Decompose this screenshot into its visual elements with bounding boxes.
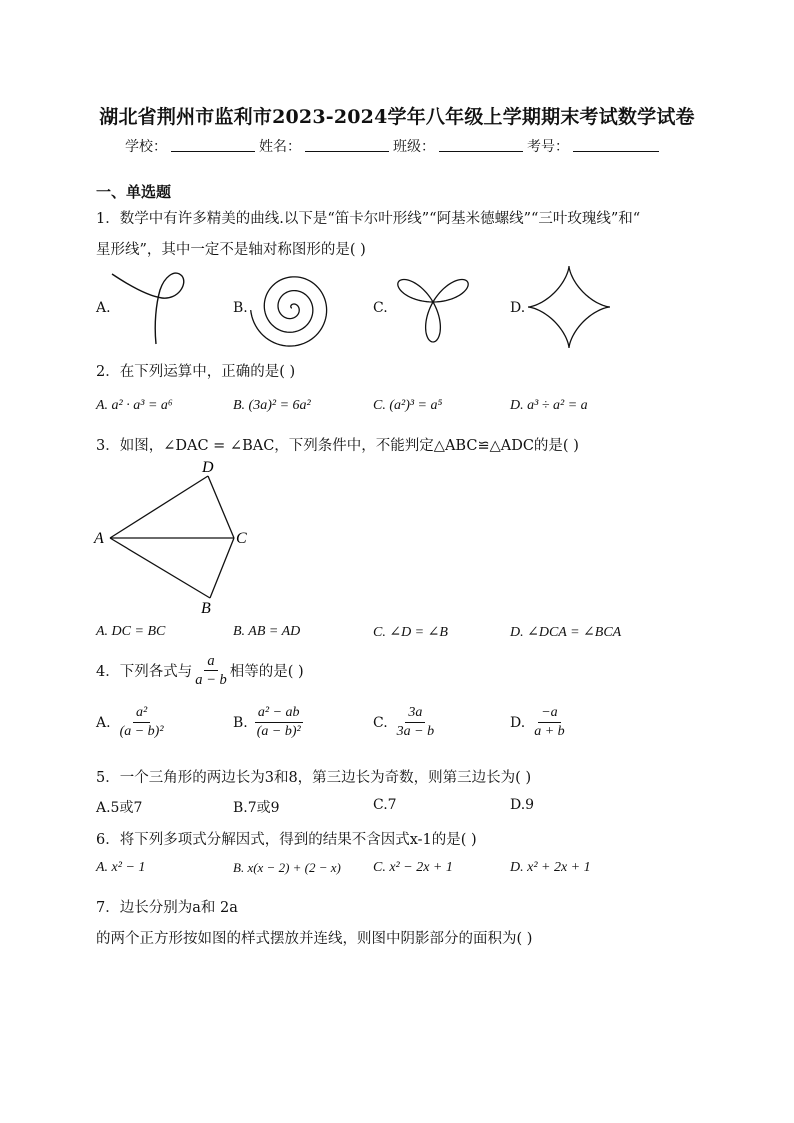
q4-option-b-denominator: (a − b)² <box>256 724 301 739</box>
q4-option-a[interactable] <box>96 704 167 741</box>
q4-option-c-fraction <box>394 704 437 741</box>
q3-triangle-figure <box>94 458 264 618</box>
q3-option-b[interactable]: B. AB = AD <box>233 624 301 639</box>
spiral-curve-figure <box>248 266 338 350</box>
q4-option-d-denominator: a + b <box>534 724 565 739</box>
q4-option-a-numerator: a² <box>133 704 150 723</box>
vertex-d-label: D <box>202 459 214 476</box>
q7-stem-line2: 的两个正方形按如图的样式摆放并连线，则图中阴影部分的面积为( ) <box>96 931 533 947</box>
section-heading: 一、单选题 <box>96 183 172 201</box>
q1-stem-line1: 1．数学中有许多精美的曲线.以下是“笛卡尔叶形线”“阿基米德螺线”“三叶玫瑰线”和“ <box>96 211 641 227</box>
q4-option-a-denominator: (a − b)² <box>119 724 164 739</box>
class-blank[interactable] <box>439 136 523 152</box>
rose-curve-figure <box>388 264 478 348</box>
q1-option-b[interactable]: B. <box>233 300 248 316</box>
q4-option-b[interactable] <box>233 704 304 741</box>
q5-option-c[interactable]: C.7 <box>373 797 397 813</box>
q4-option-b-numerator: a² − ab <box>255 704 303 723</box>
q2-option-b[interactable]: B. (3a)² = 6a² <box>233 398 311 413</box>
folium-curve-figure <box>108 268 194 348</box>
q6-option-b[interactable]: B. x(x − 2) + (2 − x) <box>233 860 341 875</box>
q4-option-d-numerator: −a <box>538 704 560 723</box>
q4-option-d[interactable] <box>510 704 568 741</box>
number-label: 考号： <box>527 139 569 155</box>
q5-option-d[interactable]: D.9 <box>510 797 535 813</box>
q4-option-a-label: A. <box>96 714 111 731</box>
q4-option-c-label: C. <box>373 714 388 731</box>
vertex-b-label: B <box>201 600 211 617</box>
q4-stem <box>96 652 304 689</box>
q1-option-d[interactable]: D. <box>510 300 526 316</box>
q4-stem-suffix: 相等的是( ) <box>229 664 304 680</box>
q4-option-d-label: D. <box>510 714 526 731</box>
q5-stem: 5．一个三角形的两边长为3和8，第三边长为奇数，则第三边长为( ) <box>96 770 532 786</box>
q2-option-a[interactable]: A. a² · a³ = a⁶ <box>96 398 173 413</box>
page-title: 湖北省荆州市监利市2023-2024学年八年级上学期期末考试数学试卷 <box>99 106 695 128</box>
astroid-curve-figure <box>526 264 612 350</box>
school-label: 学校： <box>125 139 167 155</box>
vertex-a-label: A <box>94 530 104 547</box>
q4-stem-numerator: a <box>204 652 217 671</box>
q1-stem-line2: 星形线”，其中一定不是轴对称图形的是( ) <box>96 242 366 258</box>
q3-option-a[interactable]: A. DC = BC <box>96 624 166 639</box>
number-blank[interactable] <box>573 136 659 152</box>
q6-stem: 6．将下列多项式分解因式，得到的结果不含因式x-1的是( ) <box>96 832 477 848</box>
name-blank[interactable] <box>305 136 389 152</box>
q1-option-c[interactable]: C. <box>373 300 388 316</box>
q3-stem: 3．如图，∠DAC = ∠BAC，下列条件中，不能判定△ABC≌△ADC的是( ) <box>96 438 579 454</box>
q2-option-c[interactable]: C. (a²)³ = a⁵ <box>373 398 443 413</box>
q4-option-b-label: B. <box>233 714 248 731</box>
q4-option-c-numerator: 3a <box>405 704 425 723</box>
q6-option-c[interactable]: C. x² − 2x + 1 <box>373 860 453 875</box>
q5-option-b[interactable]: B.7或9 <box>233 800 280 816</box>
q4-stem-denominator: a − b <box>195 672 227 688</box>
q2-option-d[interactable]: D. a³ ÷ a² = a <box>510 398 588 413</box>
q4-option-d-fraction <box>531 704 567 741</box>
q4-option-c[interactable] <box>373 704 437 741</box>
q4-option-b-fraction <box>254 704 304 741</box>
q4-stem-fraction <box>192 652 230 689</box>
class-label: 班级： <box>393 139 435 155</box>
vertex-c-label: C <box>236 530 247 547</box>
q6-option-a[interactable]: A. x² − 1 <box>96 860 146 875</box>
student-info-row <box>125 136 663 156</box>
school-blank[interactable] <box>171 136 255 152</box>
name-label: 姓名： <box>259 139 301 155</box>
q4-option-a-fraction <box>117 704 167 741</box>
q7-stem-line1: 7．边长分别为a和 2a <box>96 900 238 916</box>
q4-stem-prefix: 4．下列各式与 <box>96 664 193 680</box>
q2-stem: 2．在下列运算中，正确的是( ) <box>96 364 296 380</box>
q5-option-a[interactable]: A.5或7 <box>96 800 143 816</box>
q1-option-a[interactable]: A. <box>96 300 111 316</box>
q4-option-c-denominator: 3a − b <box>396 724 435 739</box>
q3-option-c[interactable]: C. ∠D = ∠B <box>373 625 448 640</box>
q3-option-d[interactable]: D. ∠DCA = ∠BCA <box>510 625 622 640</box>
q6-option-d[interactable]: D. x² + 2x + 1 <box>510 860 591 875</box>
